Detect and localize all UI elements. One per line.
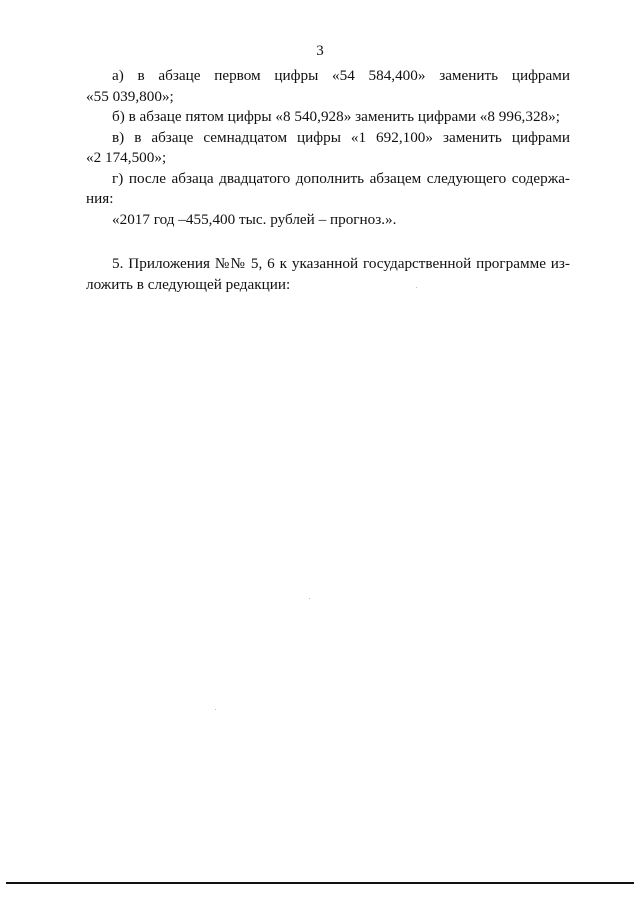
paragraph-a-line2: «55 039,800»; <box>86 87 174 105</box>
paragraph-d-line2: ния: <box>86 190 114 207</box>
paragraph-b: б) в абзаце пятом цифры «8 540,928» заменить цифрами «8 996,328»; <box>112 108 560 125</box>
scan-speck <box>309 598 310 599</box>
paragraph-5-line2: ложить в следующей редакции: <box>86 275 291 293</box>
paragraph-5-line1: 5. Приложения №№ 5, 6 к указанной государственной программе из- <box>112 255 570 272</box>
document-body <box>86 66 570 295</box>
page-number: 3 <box>316 43 324 59</box>
paragraph-d-line1: г) после абзаца двадцатого дополнить абзацем следующего содержа- <box>112 169 570 187</box>
paragraph-c-line2: «2 174,500»; <box>86 149 167 166</box>
paragraph-spacer <box>86 230 570 254</box>
paragraph-a-line1: а) в абзаце первом цифры «54 584,400» заменить цифрами <box>112 67 570 84</box>
paragraph-quote: «2017 год –455,400 тыс. рублей – прогноз.». <box>112 210 397 228</box>
paragraph-c-line1: в) в абзаце семнадцатом цифры «1 692,100» заменить цифрами <box>112 128 570 146</box>
scan-speck <box>416 287 417 288</box>
bottom-rule <box>6 882 634 884</box>
scan-speck <box>215 709 216 710</box>
